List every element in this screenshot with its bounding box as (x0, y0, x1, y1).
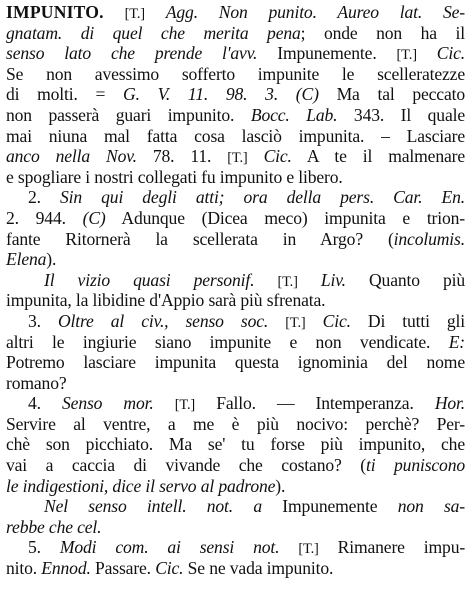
sense-2-line-6: impunita, la libidine d'Appio sarà più sfrenata. (6, 290, 326, 311)
italic-text: ti puniscono (365, 455, 465, 476)
text: Quanto più (369, 269, 466, 290)
entry-line-2 (6, 23, 465, 44)
sense-4-line-2: Servire al ventre, a me è più nocivo: perchè? Per- (6, 413, 465, 434)
italic-text: gnatam. di quel che merita pena (6, 22, 301, 43)
sense-4-line-6 (6, 496, 465, 517)
sense-3-line-4: romano? (6, 372, 67, 393)
citation: Bocc. Lab. (250, 104, 338, 125)
italic-text: Sin qui degli atti; ora della pers. Car. En. (60, 187, 465, 208)
text: vai a caccia di vivande che costano? ( (6, 455, 366, 476)
sense-2-line-4 (6, 249, 465, 270)
source-tag: [T.] (396, 47, 417, 64)
text: di molti. = (6, 84, 106, 105)
sense-3-line-2 (6, 332, 465, 353)
text: 343. Il quale (353, 104, 465, 125)
sense-2-line-2 (6, 208, 465, 229)
italic-text: E: (448, 331, 465, 352)
text: Di tutti gli (367, 310, 466, 331)
text: nito. (6, 558, 38, 579)
citation: (C) (82, 207, 106, 228)
grammar-note: Agg. Non punito. Aureo lat. Se- (165, 2, 466, 22)
text: Impunemente. (277, 43, 377, 64)
source-tag: [T.] (277, 273, 298, 290)
sense-5-line-1 (6, 537, 465, 558)
citation: G. V. 11. 98. 3. (C) (123, 84, 319, 105)
text: 2. 944. (6, 207, 66, 228)
text: altri le ingiurie siano impunite e non vendicate. (6, 331, 431, 352)
sense-4-line-4 (6, 455, 465, 476)
sense-2-line-3 (6, 229, 465, 250)
source-tag: [T.] (285, 314, 306, 331)
citation: Cic. (263, 146, 292, 167)
text: Se ne vada impunito. (187, 558, 334, 579)
sense-4-line-1 (6, 393, 465, 414)
text: ). (275, 475, 286, 496)
text: Ma tal peccato (336, 84, 466, 105)
entry-line-5 (6, 84, 465, 105)
italic-text: Senso mor. (62, 393, 154, 414)
text: Impunemente (282, 496, 378, 517)
sense-number: 3. (28, 310, 41, 331)
text: ). (46, 249, 57, 270)
sense-number: 2. (28, 187, 41, 208)
entry-line-8 (6, 146, 465, 167)
citation: Ennod. (41, 558, 91, 579)
italic-text: Nel senso intell. not. a (44, 496, 262, 517)
text: Adunque (Dicea meco) impunita e trion- (121, 207, 466, 228)
sense-3-line-3: Potremo lasciare impunita questa ignominia del nome (6, 352, 465, 373)
entry-line-3 (6, 43, 465, 64)
text: fante Ritornerà la scellerata in Argo? ( (6, 228, 394, 249)
sense-4-line-5 (6, 476, 465, 497)
italic-text: senso lato che prende l'avv. (6, 43, 258, 64)
sense-number: 5. (28, 537, 41, 558)
italic-text: incolumis. (393, 228, 465, 249)
citation: Hor. (434, 393, 466, 414)
source-tag: [T.] (298, 541, 319, 558)
italic-text: Il vizio quasi personif. (44, 269, 255, 290)
text: Fallo. — Intemperanza. (216, 393, 414, 414)
sense-5-line-2 (6, 558, 465, 579)
italic-text: Modi com. ai sensi not. (59, 537, 280, 558)
italic-text: anco nella Nov. (6, 146, 137, 167)
italic-text: le indigestioni, dice il servo al padrone (6, 475, 276, 496)
citation: Cic. (155, 558, 184, 579)
entry-line-1 (6, 2, 465, 23)
sense-4-line-7 (6, 517, 465, 538)
source-tag: [T.] (124, 6, 145, 22)
source-tag: [T.] (227, 150, 248, 167)
sense-4-line-3: chè son picchiato. Ma se' tu forse più impunito, che (6, 434, 465, 455)
citation: Cic. (436, 43, 466, 64)
entry-line-7: mai niuna mal fatta cosa lasciò impunita. – Lasciare (6, 125, 465, 146)
text: 78. 11. (152, 146, 212, 167)
italic-text: non sa- (397, 496, 466, 517)
entry-line-4: Se non avessimo sofferto impunite le scelleratezze (6, 63, 465, 84)
italic-text: rebbe che cel. (6, 516, 102, 537)
text: A te il malmenare (306, 146, 466, 167)
italic-text: Elena (6, 249, 47, 270)
source-tag: [T.] (174, 397, 196, 414)
citation: Liv. (320, 269, 346, 290)
citation: Cic. (322, 310, 351, 331)
sense-3-line-1 (6, 311, 465, 332)
entry-line-9: e spogliare i nostri collegati fu impunito e libero. (6, 166, 343, 187)
sense-2-line-1 (6, 187, 465, 208)
headword: IMPUNITO. (6, 2, 104, 22)
entry-line-6 (6, 105, 465, 126)
text: ; onde non ha il (300, 22, 465, 43)
text: non passerà guari impunito. (6, 104, 235, 125)
text: Passare. (94, 558, 151, 579)
sense-number: 4. (28, 393, 41, 414)
text: Rimanere impu- (337, 537, 466, 558)
sense-2-line-5 (6, 270, 465, 291)
italic-text: Oltre al civ., senso soc. (57, 310, 269, 331)
